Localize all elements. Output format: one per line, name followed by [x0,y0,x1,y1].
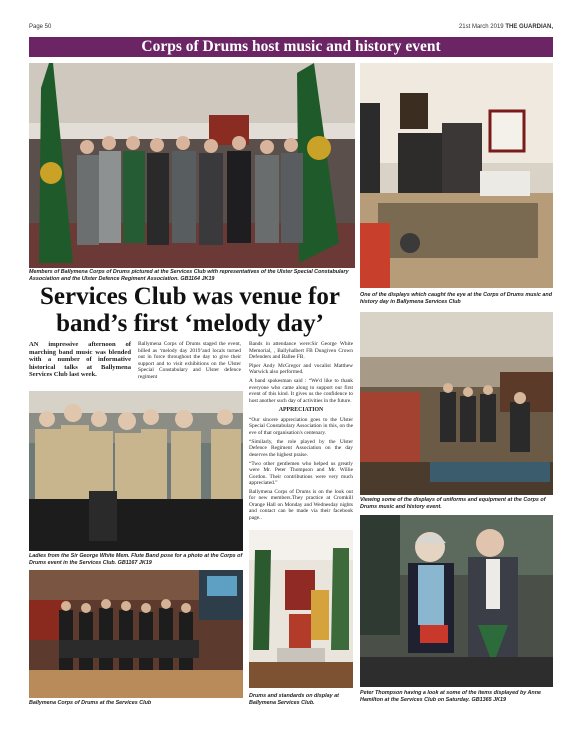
article-subhead: APPRECIATION [278,407,324,414]
page-header [29,20,553,34]
article-col-3: Bands in attendance were:Sir George White Memorial, , Ballyhalbert FB Dungiven Crown Defenders and Ballee FB. Piper Andy McGregor and vocalist Matthew Warwick also performed. A band spokesman said : “We'd like to thank everyone who came along to support our first event of this kind. It gives us the confidence to host another such day of activities in the future. APPRECIATION “Our sincere appreciation goes to the Ulster Special Constabulary Association in this, on the eve of that organisation's centenary. “Similarly, the role played by the Ulster Defence Regiment Association on the day deserves the highest praise. “Two other gentlemen who helped us greatly were Mr. Peter Thompson and Mr. Willie Gordon. Their contributions were very much appreciated.” Ballymena Corps of Drums is on the look out for new members.They practice at Cromkill Orange Hall on Monday and Wednesday nights and contact can be made via their facebook page.. [249,341,353,521]
section-banner: Corps of Drums host music and history event [29,37,553,57]
ladies-photo-caption: Ladies from the Sir George White Mem. Flute Band pose for a photo at the Corps of Drums event in the Services Club. GB1167 JK19 [29,553,243,566]
ladies-photo [29,391,243,551]
article-headline: Services Club was venue for band’s first ‘melody day’ [40,283,340,337]
article-col-1 [29,341,131,381]
article-col-2: Ballymena Corps of Drums staged the event, billed as ‘melody day 2019’and locals turned out in force throughout the day to give their support and to visit exhibitions on the Ulster Special Constabulary and Ulster defence regiment [138,341,241,380]
drums-photo [249,530,353,688]
issue-date: 21st March 2019 THE GUARDIAN, [458,24,553,30]
page-number: Page 50 [29,24,52,30]
group-photo [29,63,355,268]
display-photo [360,63,553,288]
display-photo-caption: One of the displays which caught the eye at the Corps of Drums music and history day in Ballymena Services Club [360,292,553,305]
drums-photo-caption: Drums and standards on display at Ballymena Services Club. [249,693,339,706]
article-lede: AN impressive afternoon of marching band music was blended with a number of informative historical talks at Ballymena Services Club last week. [29,341,131,379]
pennant-photo-caption: Peter Thompson having a look at some of the items displayed by Anne Hamilton at the Services Club on Saturday. GB1365 JK19 [360,690,542,703]
uniforms-photo [360,312,553,495]
band-photo-caption: Ballymena Corps of Drums at the Services Club [29,700,152,706]
pennant-photo [360,515,553,687]
band-photo [29,570,243,698]
publication-name: THE GUARDIAN, [505,24,553,30]
uniforms-photo-caption: Viewing some of the displays of uniforms and equipment at the Corps of Drums music and history event. [360,497,546,510]
group-photo-caption: Members of Ballymena Corps of Drums pictured at the Services Club with representatives of the Ulster Special Constabulary Association and the Ulster Defence Regiment Association. GB1164 JK19 [29,269,349,282]
